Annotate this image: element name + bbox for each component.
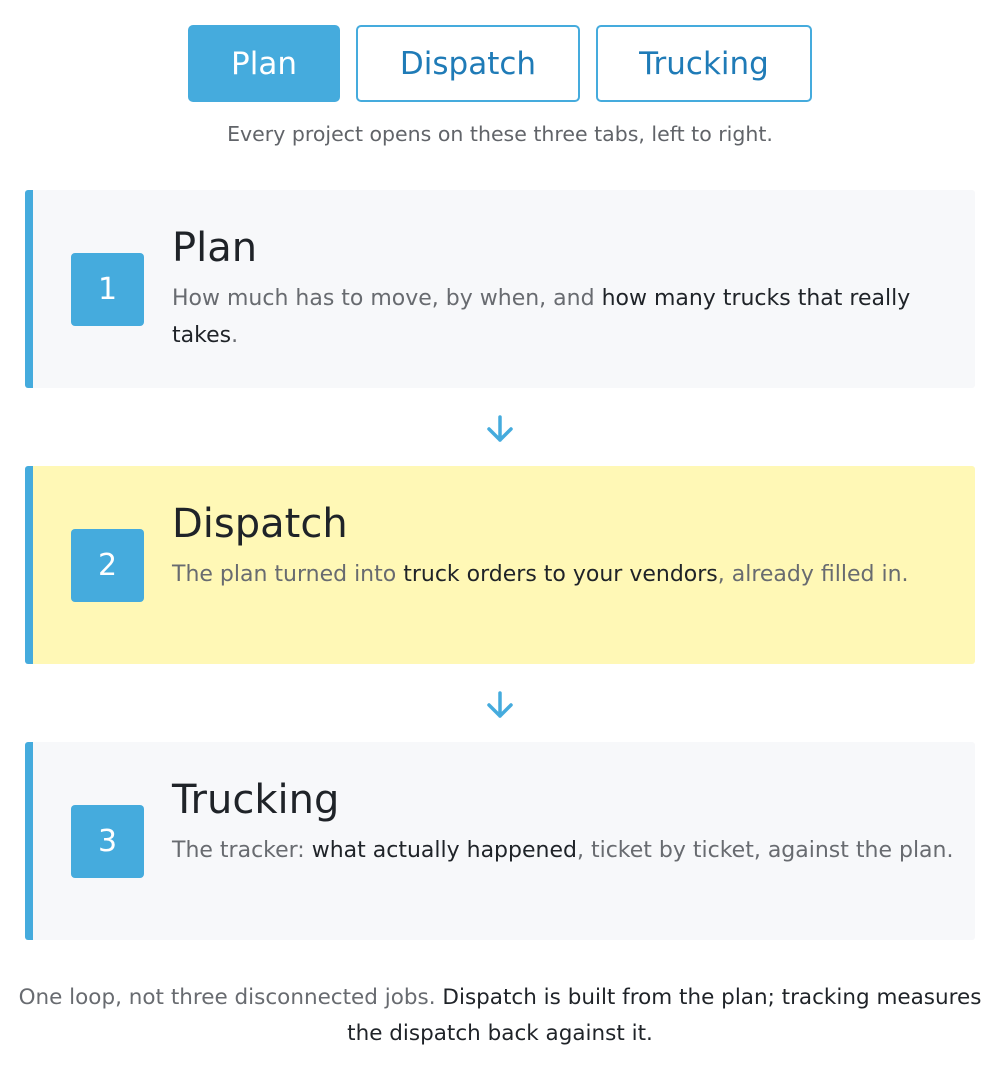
step-description <box>172 832 962 869</box>
step-description-text: How much has to move, by when, and <box>172 286 602 311</box>
footer-text: One loop, not three disconnected jobs. <box>18 985 443 1010</box>
step-description-emphasis: what actually happened <box>311 838 577 863</box>
tab-trucking[interactable]: Trucking <box>596 25 812 102</box>
tab-dispatch[interactable]: Dispatch <box>356 25 580 102</box>
step-description-text: The plan turned into <box>172 562 404 587</box>
step-description-text: , ticket by ticket, against the plan. <box>576 838 954 863</box>
step-description-text: . <box>231 323 239 348</box>
step-description-text: The tracker: <box>172 838 312 863</box>
step-card-trucking <box>25 742 975 940</box>
arrow-down-icon <box>484 413 516 445</box>
step-title: Plan <box>172 225 258 271</box>
step-card-plan <box>25 190 975 388</box>
step-description-emphasis: truck orders to your vendors <box>403 562 718 587</box>
step-number-badge: 1 <box>71 253 144 326</box>
footer-emphasis: Dispatch is built from the plan; tracking measures the dispatch back against it. <box>347 985 982 1046</box>
step-number-badge: 3 <box>71 805 144 878</box>
tab-bar <box>0 25 1000 102</box>
step-description <box>172 280 962 354</box>
step-description <box>172 556 962 593</box>
step-description-text: , already filled in. <box>717 562 909 587</box>
step-title: Dispatch <box>172 501 348 547</box>
step-card-dispatch <box>25 466 975 664</box>
step-title: Trucking <box>172 777 340 823</box>
arrow-down-icon <box>484 689 516 721</box>
tabs-caption: Every project opens on these three tabs, left to right. <box>227 122 773 146</box>
tab-plan[interactable]: Plan <box>188 25 340 102</box>
step-number-badge: 2 <box>71 529 144 602</box>
step-description-emphasis: how many trucks that really takes <box>172 286 911 348</box>
footer-summary <box>0 980 1000 1052</box>
